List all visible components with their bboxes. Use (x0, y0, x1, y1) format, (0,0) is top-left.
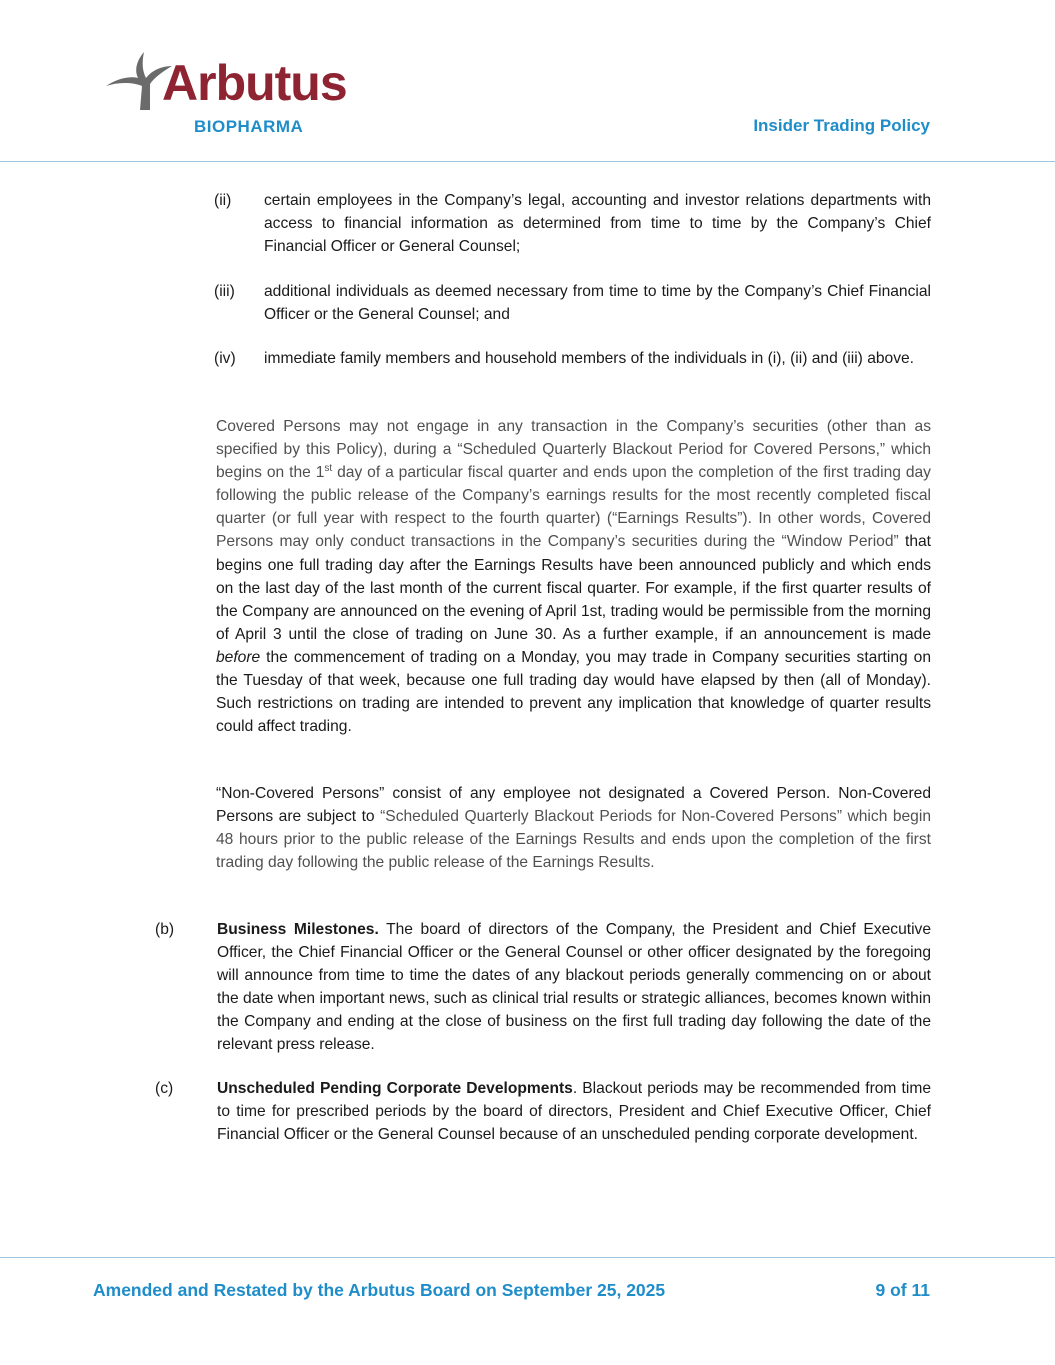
logo-wordmark: Arbutus (162, 55, 347, 111)
covered-persons-paragraph: Covered Persons may not engage in any transaction in the Company’s securities (other than as specified by this Policy), during a “Scheduled Quarterly Blackout Period for Covered Persons,” which begins on the 1st day of a particular fiscal quarter and ends upon the completion of the first trading day following the public release of the Company’s earnings results for the most recently completed fiscal quarter (or full year with respect to the fourth quarter) (“Earnings Results”). In other words, Covered Persons may only conduct transactions in the Company’s securities during the “Window Period” that begins one full trading day after the Earnings Results have been announced publicly and which ends on the last day of the last month of the current fiscal quarter. For example, if the first quarter results of the Company are announced on the evening of April 1st, trading would be permissible from the morning of April 3 until the close of trading on June 30. As a further example, if an announcement is made before the commencement of trading on a Monday, you may trade in Company securities starting on the Tuesday of that week, because one full trading day would have elapsed by then (all of Monday). Such restrictions on trading are intended to prevent any implication that knowledge of quarter results could affect trading. (216, 418, 931, 736)
list-marker-iv: (iv) (214, 350, 236, 367)
non-covered-persons-paragraph: “Non-Covered Persons” consist of any employee not designated a Covered Person. Non-Covered Persons are subject to “Scheduled Quarterly Blackout Periods for Non-Covered Persons” which begin 48 hours prior to the public release of the Earnings Results and ends upon the completion of the first trading day following the public release of the Earnings Results. (216, 785, 931, 872)
section-marker-b: (b) (155, 921, 175, 938)
logo-subtitle: BIOPHARMA (194, 117, 304, 136)
section-marker-c: (c) (155, 1080, 174, 1097)
list-marker-iii: (iii) (214, 283, 235, 300)
section-unscheduled-developments: Unscheduled Pending Corporate Developments. Blackout periods may be recommended from time to time for prescribed periods by the board of directors, President and Chief Executive Officer, Chief Financial Officer or the General Counsel because of an unscheduled pending corporate development. (217, 1080, 931, 1144)
company-logo (104, 50, 364, 142)
document-title: Insider Trading Policy (753, 116, 930, 135)
page-number: 9 of 11 (875, 1280, 930, 1300)
section-business-milestones: Business Milestones. The board of directors of the Company, the President and Chief Executive Officer, the Chief Financial Officer or the General Counsel or other officer designated by the foregoing will announce from time to time the dates of any blackout periods generally commencing on or about the date when important news, such as clinical trial results or strategic alliances, becomes known within the Company and ending at the close of business on the first full trading day following the date of the relevant press release. (217, 921, 932, 1054)
header-divider (0, 161, 1055, 162)
list-marker-ii: (ii) (214, 192, 232, 209)
list-item-iii: additional individuals as deemed necessary from time to time by the Company’s Chief Financial Officer or the General Counsel; and (264, 283, 931, 324)
list-item-iv: immediate family members and household members of the individuals in (i), (ii) and (iii) above. (264, 350, 915, 367)
list-item-ii: certain employees in the Company’s legal, accounting and investor relations departments with access to financial information as determined from time to time by the Company’s Chief Financial Officer or General Counsel; (264, 192, 931, 256)
footer-divider (0, 1257, 1055, 1258)
footer-amendment-note: Amended and Restated by the Arbutus Board on September 25, 2025 (93, 1280, 666, 1300)
